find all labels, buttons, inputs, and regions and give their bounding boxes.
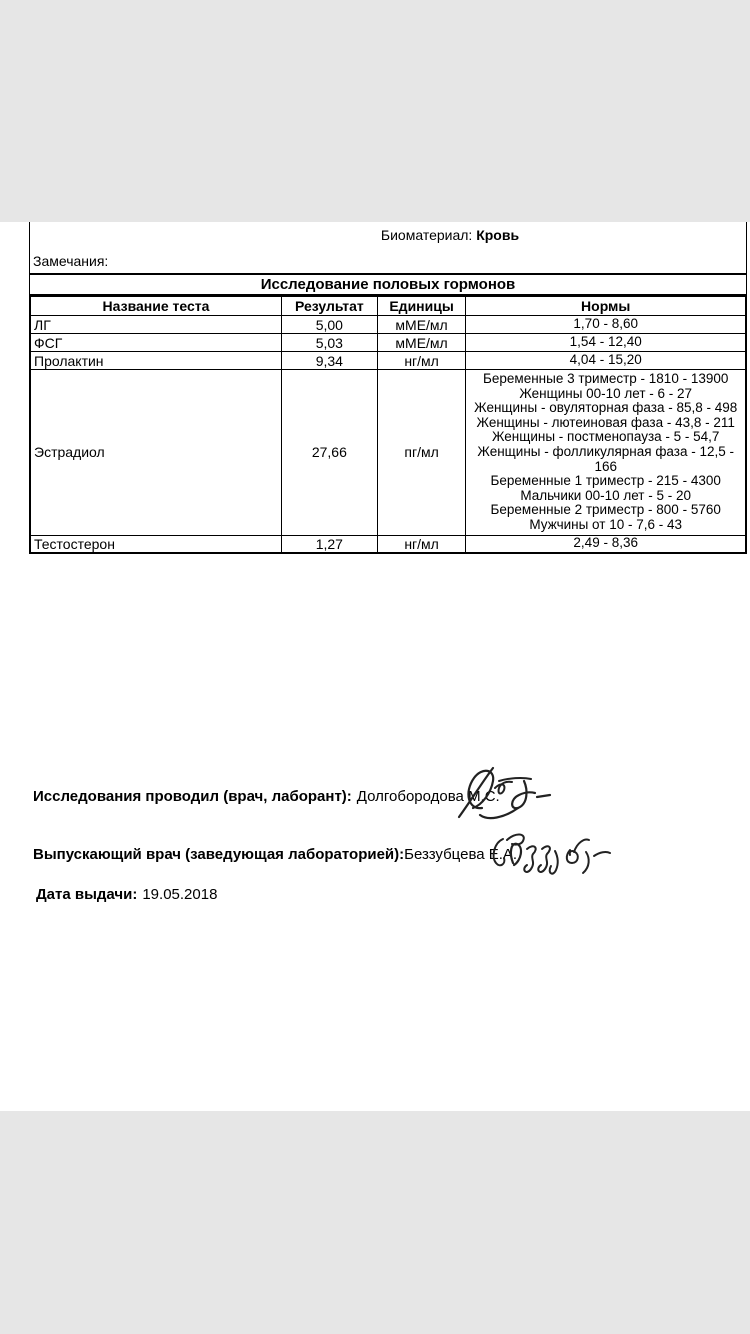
issue-date-line xyxy=(36,886,217,903)
norm-line: Беременные 3 триместр - 1810 - 13900 xyxy=(483,371,729,386)
cell-units: мМЕ/мл xyxy=(377,316,466,334)
top-gray-band xyxy=(0,0,750,222)
cell-norms xyxy=(466,535,746,553)
issue-date-value: 19.05.2018 xyxy=(142,886,218,903)
norm-line: Женщины - фолликулярная фаза - 12,5 - 166 xyxy=(477,443,734,474)
cell-units: мМЕ/мл xyxy=(377,334,466,352)
cell-units: нг/мл xyxy=(377,535,466,553)
performed-by-line xyxy=(33,788,500,805)
table-row xyxy=(31,370,746,536)
col-header-units: Единицы xyxy=(377,297,466,316)
issuing-doctor-label: Выпускающий врач (заведующая лабораторией): xyxy=(33,846,405,863)
issuer-signature xyxy=(487,827,612,877)
norm-line: 1,70 - 8,60 xyxy=(573,316,638,332)
remarks-row xyxy=(30,248,746,275)
norm-line: 4,04 - 15,20 xyxy=(569,352,642,368)
results-table-body xyxy=(31,316,746,554)
norm-line: Мальчики 00-10 лет - 5 - 20 xyxy=(520,487,691,503)
cell-result: 9,34 xyxy=(281,352,377,370)
results-table xyxy=(30,296,746,554)
cell-units: нг/мл xyxy=(377,352,466,370)
table-row xyxy=(31,535,746,553)
table-row xyxy=(31,316,746,334)
remarks-label: Замечания: xyxy=(33,252,109,269)
cell-result: 1,27 xyxy=(281,535,377,553)
norm-line: Беременные 1 триместр - 215 - 4300 xyxy=(490,473,721,489)
norm-line: Женщины - овуляторная фаза - 85,8 - 498 xyxy=(474,400,738,416)
cell-norms xyxy=(466,316,746,334)
cell-result: 5,03 xyxy=(281,334,377,352)
performer-signature-image xyxy=(452,762,552,822)
cell-test-name: ФСГ xyxy=(31,334,282,352)
issue-date-label: Дата выдачи: xyxy=(36,886,138,903)
table-title: Исследование половых гормонов xyxy=(30,275,746,296)
table-header-row xyxy=(31,297,746,316)
biomaterial-label: Биоматериал: xyxy=(380,227,473,243)
issuing-doctor-line xyxy=(33,846,517,863)
cell-norms xyxy=(466,352,746,370)
lab-report-table xyxy=(29,222,747,554)
norm-line: Женщины 00-10 лет - 6 - 27 xyxy=(519,385,693,401)
issuer-signature-image xyxy=(487,827,612,877)
norm-line: Женщины - лютеиновая фаза - 43,8 - 211 xyxy=(476,414,735,430)
cell-test-name: Пролактин xyxy=(31,352,282,370)
performer-signature xyxy=(452,762,552,822)
cell-norms xyxy=(466,370,746,536)
issuing-doctor-name: Беззубцева Е.А. xyxy=(404,846,518,863)
col-header-result: Результат xyxy=(281,297,377,316)
norm-line: 1,54 - 12,40 xyxy=(569,334,642,350)
cell-result: 5,00 xyxy=(281,316,377,334)
biomaterial-row xyxy=(30,222,746,248)
col-header-test-name: Название теста xyxy=(31,297,282,316)
norm-line: Мужчины от 10 - 7,6 - 43 xyxy=(529,516,682,532)
table-row xyxy=(31,352,746,370)
cell-test-name: ЛГ xyxy=(31,316,282,334)
norm-line: 2,49 - 8,36 xyxy=(573,535,638,551)
cell-result: 27,66 xyxy=(281,370,377,536)
norm-line: Женщины - постменопауза - 5 - 54,7 xyxy=(491,429,720,445)
performed-by-label: Исследования проводил (врач, лаборант): xyxy=(33,788,352,805)
cell-norms xyxy=(466,334,746,352)
table-row xyxy=(31,334,746,352)
norm-line: Беременные 2 триместр - 800 - 5760 xyxy=(490,502,721,518)
cell-test-name: Тестостерон xyxy=(31,535,282,553)
performed-by-name: Долгобородова М.С. xyxy=(356,788,500,805)
bottom-gray-band xyxy=(0,1111,750,1334)
cell-units: пг/мл xyxy=(377,370,466,536)
cell-test-name: Эстрадиол xyxy=(31,370,282,536)
col-header-norms: Нормы xyxy=(466,297,746,316)
biomaterial-value: Кровь xyxy=(476,227,520,243)
document-page xyxy=(0,222,750,1111)
